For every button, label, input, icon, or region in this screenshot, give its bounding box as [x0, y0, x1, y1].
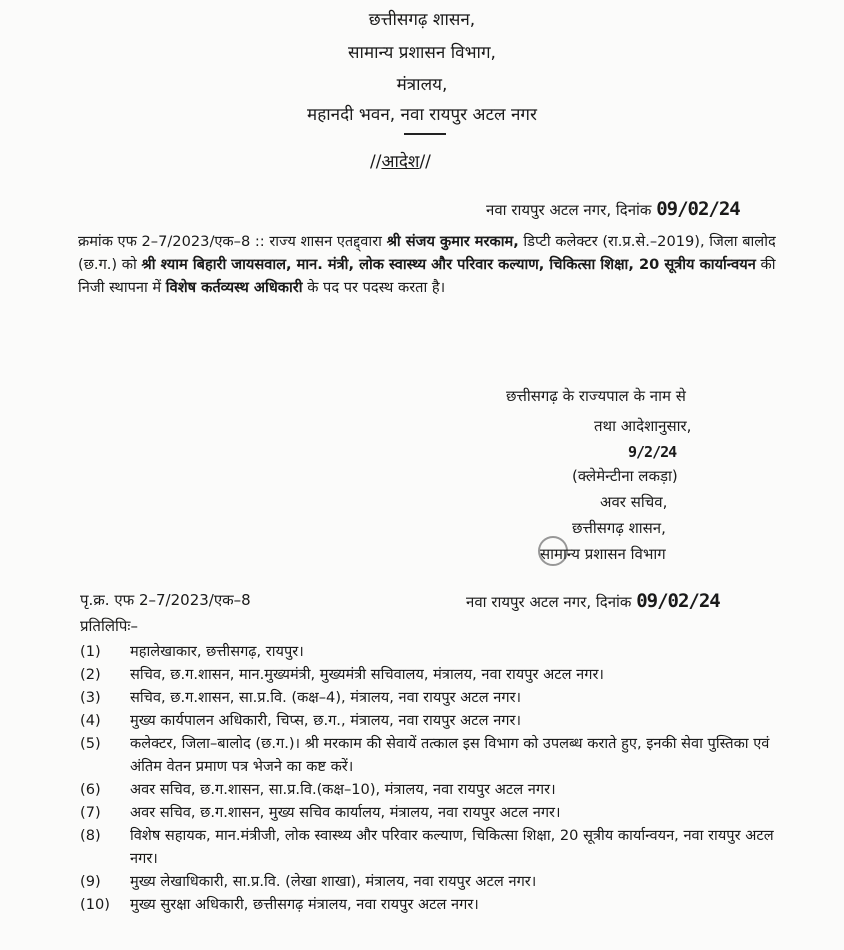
- signatory-government: छत्तीसगढ़ शासन,: [572, 519, 666, 537]
- order-paragraph: [78, 230, 790, 299]
- order-date-handwritten: 09/02/24: [656, 198, 740, 220]
- list-item-text: मुख्य लेखाधिकारी, सा.प्र.वि. (लेखा शाखा), मंत्रालय, नवा रायपुर अटल नगर।: [130, 873, 537, 890]
- list-item-number: (4): [80, 712, 101, 729]
- list-item: [80, 824, 800, 870]
- list-item-text: कलेक्टर, जिला–बालोद (छ.ग.)। श्री मरकाम की सेवायें तत्काल इस विभाग को उपलब्ध कराते हुए, इनकी सेवा पुस्तिका एवं अंतिम वेतन प्रमाण पत्र भेजने का कष्ट करें।: [130, 735, 770, 775]
- list-item-text: विशेष सहायक, मान.मंत्रीजी, लोक स्वास्थ्य और परिवार कल्याण, चिकित्सा शिक्षा, 20 सूत्रीय कार्यान्वयन, नवा रायपुर अटल नगर।: [130, 827, 774, 867]
- list-item: [80, 870, 800, 893]
- header-divider: [404, 133, 446, 135]
- list-item: [80, 778, 800, 801]
- header-address: महानदी भवन, नवा रायपुर अटल नगर: [307, 105, 537, 125]
- list-item-number: (3): [80, 689, 101, 706]
- order-title-left: //: [370, 152, 382, 172]
- signatory-department: सामान्य प्रशासन विभाग: [540, 545, 666, 563]
- list-item-text: अवर सचिव, छ.ग.शासन, सा.प्र.वि.(कक्ष–10), मंत्रालय, नवा रायपुर अटल नगर।: [130, 781, 556, 798]
- list-item-text: महालेखाकार, छत्तीसगढ़, रायपुर।: [130, 643, 304, 660]
- list-item-text: सचिव, छ.ग.शासन, मान.मुख्यमंत्री, मुख्यमंत्री सचिवालय, मंत्रालय, नवा रायपुर अटल नगर।: [130, 666, 604, 683]
- post-name: विशेष कर्तव्यस्थ अधिकारी: [165, 279, 303, 296]
- endorsement-date-handwritten: 09/02/24: [636, 590, 720, 612]
- list-item: [80, 663, 800, 686]
- list-item-number: (10): [80, 896, 110, 913]
- header-department: सामान्य प्रशासन विभाग,: [348, 43, 496, 63]
- copy-to-label: प्रतिलिपिः–: [80, 617, 138, 635]
- order-text-3: की निजी स्थापना में: [78, 256, 776, 296]
- signatory-designation: अवर सचिव,: [600, 493, 668, 511]
- signature-handwritten-date: 9/2/24: [628, 443, 677, 461]
- order-title: [370, 149, 431, 172]
- order-place: नवा रायपुर अटल नगर, दिनांक: [486, 201, 652, 219]
- header-government: छत्तीसगढ़ शासन,: [368, 10, 476, 30]
- endorsement-place: नवा रायपुर अटल नगर, दिनांक: [466, 593, 632, 611]
- order-dateline: [486, 198, 740, 220]
- endorsement-dateline: [466, 590, 720, 612]
- list-item-text: मुख्य सुरक्षा अधिकारी, छत्तीसगढ़ मंत्रालय, नवा रायपुर अटल नगर।: [130, 896, 479, 913]
- list-item: [80, 893, 800, 916]
- list-item-text: मुख्य कार्यपालन अधिकारी, चिप्स, छ.ग., मंत्रालय, नवा रायपुर अटल नगर।: [130, 712, 522, 729]
- signatory-name: (क्लेमेन्टीना लकड़ा): [572, 467, 678, 485]
- list-item-number: (7): [80, 804, 101, 821]
- list-item-number: (1): [80, 643, 101, 660]
- officer-name: श्री संजय कुमार मरकाम,: [386, 233, 519, 250]
- minister-name: श्री श्याम बिहारी जायसवाल, मान. मंत्री, लोक स्वास्थ्य और परिवार कल्याण, चिकित्सा शिक्षा, 20 सूत्रीय कार्यान्वयन: [141, 256, 756, 273]
- list-item-number: (8): [80, 827, 101, 844]
- list-item-number: (6): [80, 781, 101, 798]
- list-item-text: अवर सचिव, छ.ग.शासन, मुख्य सचिव कार्यालय, मंत्रालय, नवा रायपुर अटल नगर।: [130, 804, 561, 821]
- list-item: [80, 709, 800, 732]
- list-item: [80, 640, 800, 663]
- list-item-number: (5): [80, 735, 101, 752]
- list-item: [80, 686, 800, 709]
- signature-authority: छत्तीसगढ़ के राज्यपाल के नाम से: [506, 387, 686, 405]
- list-item: [80, 801, 800, 824]
- signature-order-phrase: तथा आदेशानुसार,: [594, 417, 692, 435]
- list-item: [80, 732, 800, 778]
- endorsement-reference: पृ.क्र. एफ 2–7/2023/एक–8: [80, 591, 251, 609]
- header-ministry: मंत्रालय,: [396, 75, 448, 95]
- order-title-right: //: [419, 152, 431, 172]
- order-text-1: क्रमांक एफ 2–7/2023/एक–8 :: राज्य शासन एतद्द्वारा: [78, 233, 382, 250]
- order-text-4: के पद पर पदस्थ करता है।: [307, 279, 446, 296]
- list-item-text: सचिव, छ.ग.शासन, सा.प्र.वि. (कक्ष–4), मंत्रालय, नवा रायपुर अटल नगर।: [130, 689, 522, 706]
- copy-list: [80, 640, 800, 916]
- order-text-2: डिप्टी कलेक्टर (रा.प्र.से.–2019), जिला बालोद (छ.ग.) को: [78, 233, 776, 273]
- list-item-number: (2): [80, 666, 101, 683]
- order-title-word: आदेश: [381, 152, 420, 172]
- list-item-number: (9): [80, 873, 101, 890]
